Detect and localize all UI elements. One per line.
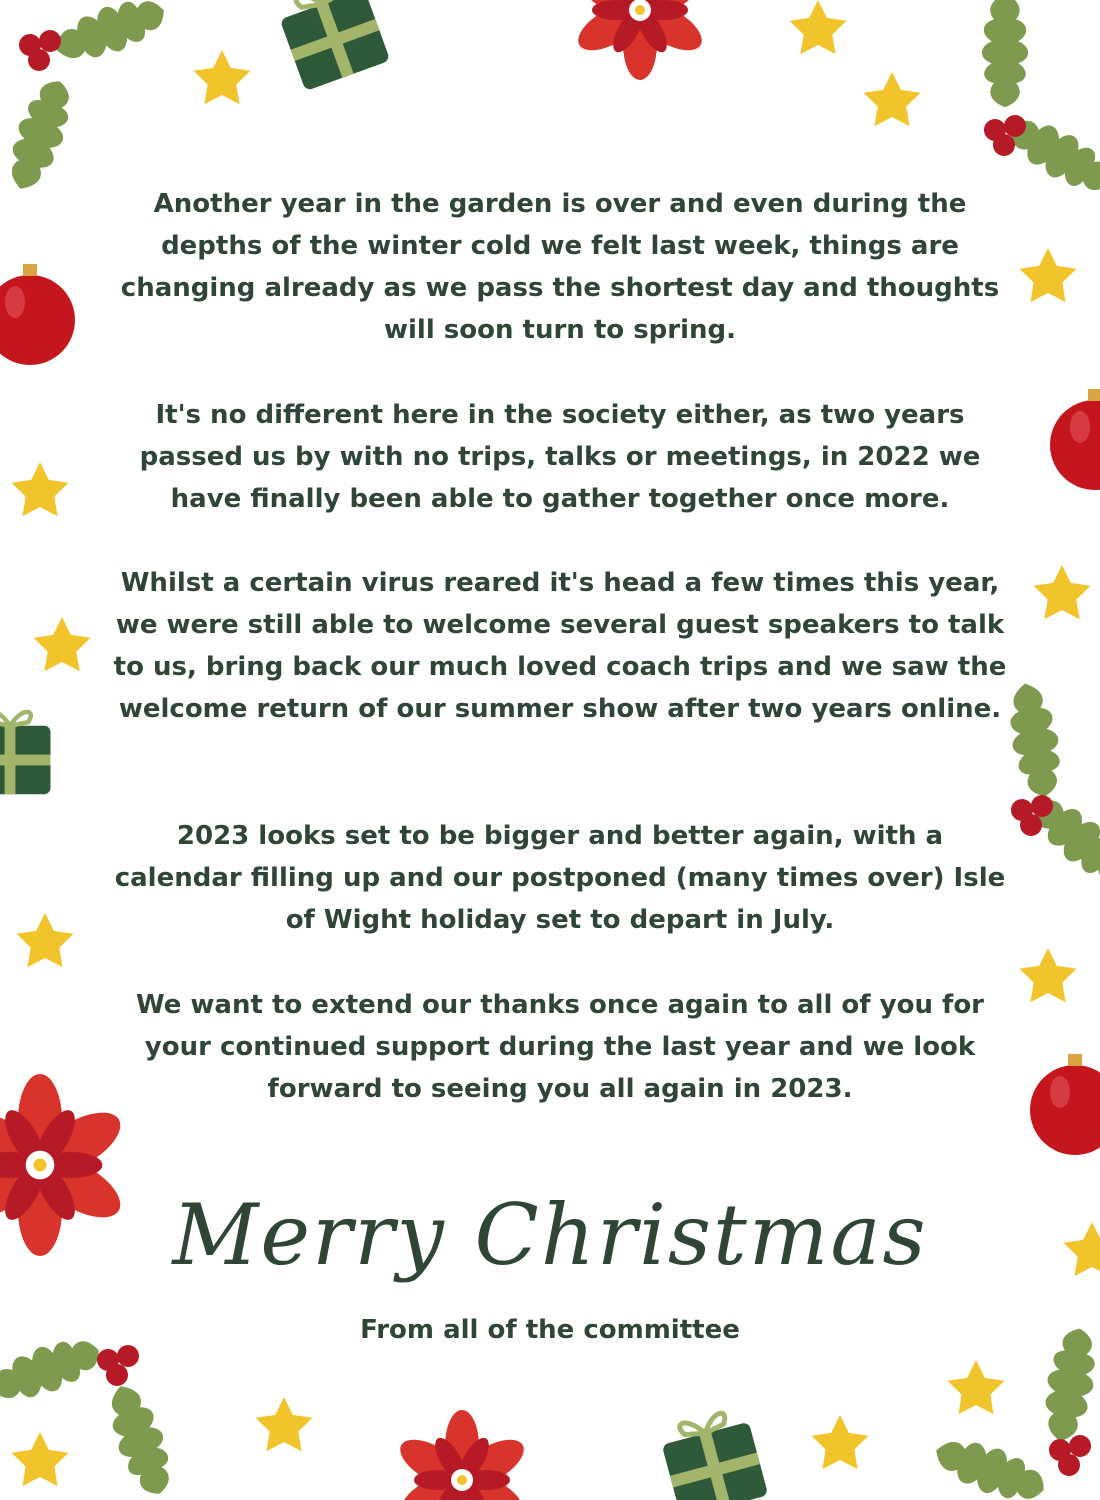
holly-icon [0, 1329, 107, 1412]
signoff-text: From all of the committee [360, 1315, 740, 1345]
paragraph-society: It's no different here in the society either, as two years passed us by with no trips, talks or meetings, in 2022 we have finally been able to gather together once more. [139, 400, 981, 514]
star-icon [256, 1397, 313, 1451]
star-icon [1064, 1222, 1100, 1276]
star-icon [1034, 565, 1091, 619]
holly-icon [1037, 1325, 1100, 1446]
star-icon [948, 1360, 1005, 1414]
star-icon [812, 1415, 869, 1469]
star-icon [17, 913, 74, 967]
holly-icon [48, 0, 171, 71]
holly-icon [982, 0, 1028, 107]
gift-icon [274, 0, 390, 91]
star-icon [194, 50, 251, 104]
merry-christmas-heading: Merry Christmas [172, 1186, 928, 1284]
poinsettia-icon [571, 0, 709, 80]
gift-icon [0, 712, 50, 794]
gift-icon [658, 1407, 769, 1500]
holly-icon [1002, 680, 1067, 801]
star-icon [864, 72, 921, 126]
star-icon [12, 462, 69, 516]
bauble-icon [1050, 389, 1100, 490]
bauble-icon [0, 264, 75, 365]
paragraph-2023-plans: 2023 looks set to be bigger and better again, with a calendar filling up and our postponed (many times over) Isle of Wight holiday set to depart in July. [114, 821, 1006, 935]
star-icon [34, 617, 91, 671]
star-icon [1020, 248, 1077, 302]
holly-icon [0, 73, 81, 196]
holly-icon [99, 1378, 182, 1500]
paragraph-intro: Another year in the garden is over and even during the depths of the winter cold we felt last week, things are changing already as we pass the shortest day and thoughts will soon turn to spring. [120, 189, 1000, 345]
star-icon [790, 0, 847, 54]
star-icon [12, 1432, 69, 1486]
bauble-icon [1030, 1054, 1100, 1155]
berries-icon [97, 1345, 139, 1386]
holly-icon [928, 1429, 1051, 1500]
poinsettia-icon [393, 1410, 531, 1500]
berries-icon [984, 115, 1026, 156]
paragraph-thanks: We want to extend our thanks once again to all of you for your continued support during the last year and we look forward to seeing you all again in 2023. [135, 990, 985, 1104]
paragraph-year-review: Whilst a certain virus reared it's head a few times this year, we were still able to welcome several guest speakers to talk to us, bring back our much loved coach trips and we saw the welcome return of our summer show after two years online. [113, 568, 1007, 724]
berries-icon [1049, 1435, 1091, 1476]
star-icon [1020, 948, 1077, 1002]
berries-icon [1011, 795, 1053, 836]
berries-icon [19, 30, 61, 71]
